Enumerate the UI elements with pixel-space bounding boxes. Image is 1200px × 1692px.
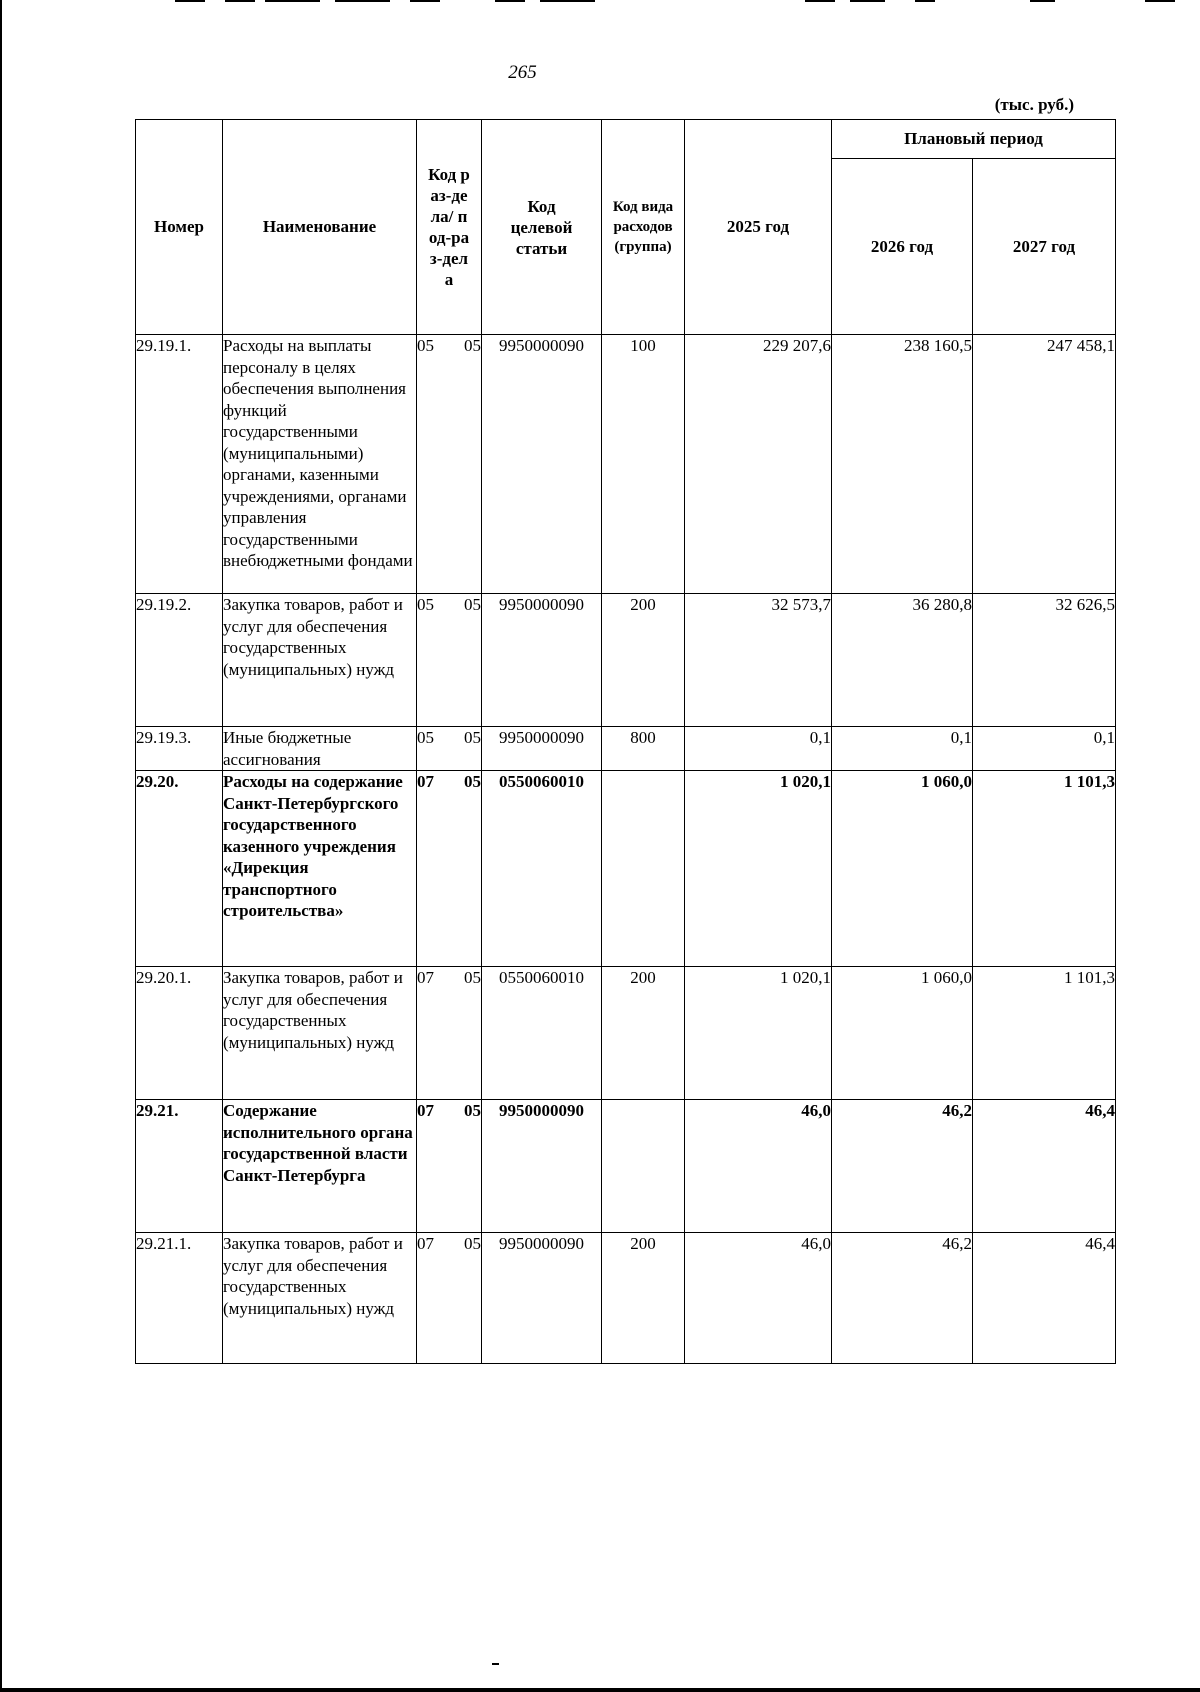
row-subsection: 05 <box>448 594 482 727</box>
row-value-2025: 46,0 <box>685 1100 832 1233</box>
table-row <box>136 335 1116 594</box>
row-value-2026: 0,1 <box>832 727 973 771</box>
row-subsection: 05 <box>448 727 482 771</box>
row-number: 29.20.1. <box>136 967 223 1100</box>
row-section: 05 <box>417 727 448 771</box>
page-left-border <box>0 0 2 1692</box>
row-value-2025: 46,0 <box>685 1233 832 1364</box>
row-value-2027: 46,4 <box>973 1100 1116 1233</box>
row-expense-group <box>602 771 685 967</box>
row-expense-group: 800 <box>602 727 685 771</box>
row-name: Расходы на выплаты персоналу в целях обеспечения выполнения функций государственными (муниципальными) органами, казенными учреждениями, органами управления государственными внебюджетными фондами <box>223 335 417 594</box>
row-number: 29.21.1. <box>136 1233 223 1364</box>
row-value-2027: 1 101,3 <box>973 967 1116 1100</box>
row-section: 07 <box>417 1233 448 1364</box>
header-number: Номер <box>136 120 223 335</box>
row-value-2026: 1 060,0 <box>832 967 973 1100</box>
row-name: Закупка товаров, работ и услуг для обеспечения государственных (муниципальных) нужд <box>223 1233 417 1364</box>
row-subsection: 05 <box>448 335 482 594</box>
scan-top-marks <box>0 0 1200 3</box>
table-row <box>136 1100 1116 1233</box>
row-value-2025: 1 020,1 <box>685 771 832 967</box>
budget-table <box>135 119 1116 1364</box>
row-expense-group <box>602 1100 685 1233</box>
row-target-code: 9950000090 <box>482 335 602 594</box>
footer-mark <box>492 1663 499 1665</box>
page-bottom-border <box>0 1688 1200 1692</box>
row-name: Закупка товаров, работ и услуг для обеспечения государственных (муниципальных) нужд <box>223 967 417 1100</box>
row-subsection: 05 <box>448 1233 482 1364</box>
row-target-code: 9950000090 <box>482 1233 602 1364</box>
header-year-2027: 2027 год <box>973 159 1116 335</box>
row-name: Иные бюджетные ассигнования <box>223 727 417 771</box>
row-target-code: 9950000090 <box>482 1100 602 1233</box>
row-expense-group: 200 <box>602 967 685 1100</box>
row-value-2026: 238 160,5 <box>832 335 973 594</box>
row-section: 07 <box>417 771 448 967</box>
row-value-2026: 46,2 <box>832 1100 973 1233</box>
header-planning-period: Плановый период <box>832 120 1116 159</box>
row-section: 07 <box>417 1100 448 1233</box>
row-value-2026: 1 060,0 <box>832 771 973 967</box>
header-section-code <box>417 120 482 335</box>
page-number: 265 <box>508 62 537 83</box>
row-value-2026: 46,2 <box>832 1233 973 1364</box>
row-expense-group: 200 <box>602 594 685 727</box>
table-row <box>136 771 1116 967</box>
header-name: Наименование <box>223 120 417 335</box>
header-section-code-label: Код раз-дела/ под-раз-дела <box>428 165 470 289</box>
table-row <box>136 727 1116 771</box>
header-target-code <box>482 120 602 335</box>
table-row <box>136 967 1116 1100</box>
table-row <box>136 594 1116 727</box>
table-row <box>136 1233 1116 1364</box>
row-target-code: 0550060010 <box>482 771 602 967</box>
row-expense-group: 200 <box>602 1233 685 1364</box>
row-value-2027: 1 101,3 <box>973 771 1116 967</box>
row-name: Содержание исполнительного органа государственной власти Санкт-Петербурга <box>223 1100 417 1233</box>
row-subsection: 05 <box>448 967 482 1100</box>
row-expense-group: 100 <box>602 335 685 594</box>
row-name: Закупка товаров, работ и услуг для обеспечения государственных (муниципальных) нужд <box>223 594 417 727</box>
row-subsection: 05 <box>448 1100 482 1233</box>
row-name: Расходы на содержание Санкт-Петербургского государственного казенного учреждения «Дирекция транспортного строительства» <box>223 771 417 967</box>
row-section: 05 <box>417 335 448 594</box>
row-target-code: 9950000090 <box>482 594 602 727</box>
row-section: 05 <box>417 594 448 727</box>
row-value-2027: 247 458,1 <box>973 335 1116 594</box>
units-label: (тыс. руб.) <box>994 95 1074 114</box>
row-number: 29.19.1. <box>136 335 223 594</box>
header-target-code-label: Код целевой статьи <box>510 196 573 258</box>
row-value-2025: 229 207,6 <box>685 335 832 594</box>
row-value-2025: 32 573,7 <box>685 594 832 727</box>
row-target-code: 0550060010 <box>482 967 602 1100</box>
row-section: 07 <box>417 967 448 1100</box>
row-number: 29.20. <box>136 771 223 967</box>
header-year-2026: 2026 год <box>832 159 973 335</box>
row-number: 29.19.3. <box>136 727 223 771</box>
row-number: 29.21. <box>136 1100 223 1233</box>
row-target-code: 9950000090 <box>482 727 602 771</box>
row-subsection: 05 <box>448 771 482 967</box>
row-number: 29.19.2. <box>136 594 223 727</box>
row-value-2025: 0,1 <box>685 727 832 771</box>
row-value-2026: 36 280,8 <box>832 594 973 727</box>
header-year-2025: 2025 год <box>685 120 832 335</box>
row-value-2027: 46,4 <box>973 1233 1116 1364</box>
row-value-2027: 32 626,5 <box>973 594 1116 727</box>
row-value-2027: 0,1 <box>973 727 1116 771</box>
row-value-2025: 1 020,1 <box>685 967 832 1100</box>
header-expense-group: Код вида расходов (группа) <box>602 120 685 335</box>
